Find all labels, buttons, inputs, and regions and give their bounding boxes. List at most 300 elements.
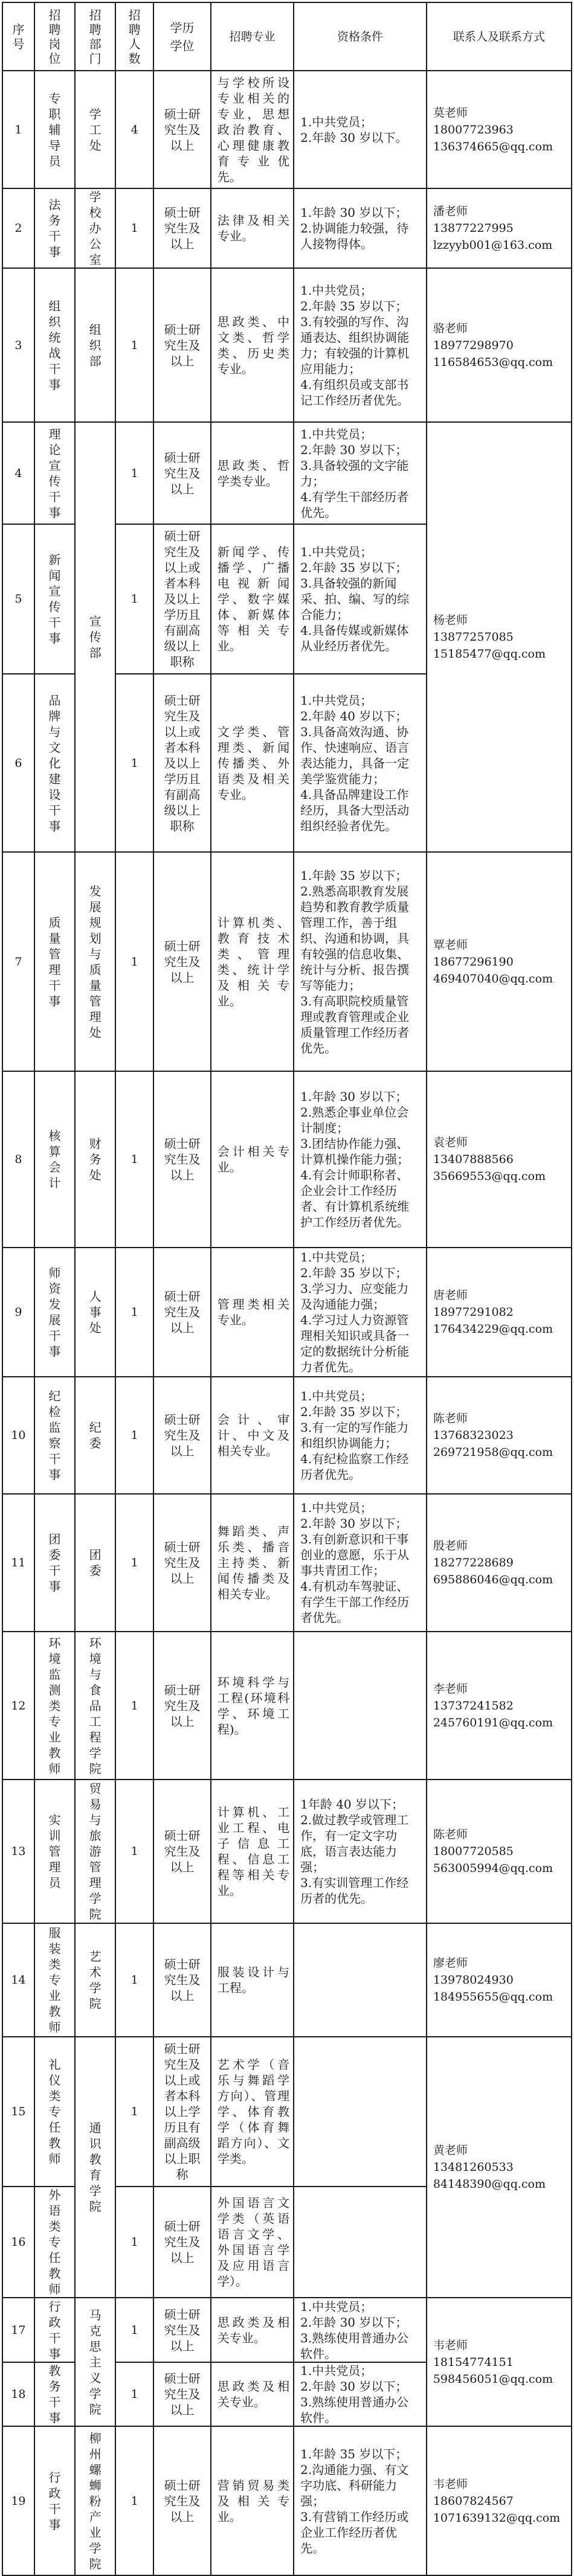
cell-edu xyxy=(153,2426,211,2575)
cell-edu xyxy=(153,71,211,188)
requirements-list xyxy=(294,544,426,654)
contact-name: 陈老师 xyxy=(433,1828,468,1841)
cell-requirements xyxy=(294,1923,427,2037)
cell-requirements xyxy=(294,1248,427,1377)
major-text: 外国语言文学类（英语语言文学、外国语言学及应用语言学）。 xyxy=(217,2196,290,2289)
major-text: 思政类、中文类、哲学类、历史类专业。 xyxy=(217,314,290,376)
requirement-item: 1.年龄 30 岁以下； xyxy=(300,205,408,220)
requirement-item: 1.中共党员； xyxy=(300,693,373,708)
requirement-item: 3.有较强的写作、沟通表达、组织协调能力；有较强的计算机应用能力； xyxy=(300,314,410,376)
contact-email[interactable]: 1071639132@qq.com xyxy=(433,2511,561,2525)
contact-name: 殷老师 xyxy=(433,1539,468,1552)
position-text: 外语类专任教师 xyxy=(48,2188,61,2296)
requirement-item: 1.中共党员； xyxy=(300,545,373,559)
contact-block xyxy=(427,1134,571,1185)
cell-major xyxy=(211,1632,294,1780)
table-row xyxy=(2,852,572,1071)
requirement-item: 2.年龄 35 岁以下； xyxy=(300,298,408,313)
cell-position xyxy=(34,1248,75,1377)
edu-text: 硕士研究生及以上 xyxy=(164,1828,201,1874)
contact-name: 李老师 xyxy=(433,1682,468,1696)
header-requirements: 资格条件 xyxy=(294,2,427,71)
position-text: 师资发展干事 xyxy=(48,1266,61,1359)
cell-requirements xyxy=(294,1377,427,1494)
cell-position xyxy=(34,1632,75,1780)
cell-dept xyxy=(75,1632,115,1780)
cell-contact xyxy=(427,1780,572,1923)
position-text: 行政干事 xyxy=(48,2470,61,2532)
cell-position xyxy=(34,674,75,852)
cell-no: 9 xyxy=(2,1248,34,1377)
requirement-item: 1.中共党员； xyxy=(300,1250,373,1264)
cell-major xyxy=(211,1780,294,1923)
requirement-item: 2.年龄 35 岁以下； xyxy=(300,1405,408,1419)
cell-count: 1 xyxy=(115,268,153,422)
major-text: 环境科学与工程(环境科学、环境工程)。 xyxy=(217,1674,290,1737)
major-text: 会计、审计、中文及相关专业。 xyxy=(217,1412,290,1458)
contact-name: 韦老师 xyxy=(433,2338,468,2352)
position-text: 质量管理干事 xyxy=(48,915,61,1008)
major-text: 文学类、管理类、新闻传播类、外语类及相关专业。 xyxy=(217,724,290,802)
cell-no: 12 xyxy=(2,1632,34,1780)
cell-count: 1 xyxy=(115,1632,153,1780)
requirements-list xyxy=(294,114,426,146)
cell-major xyxy=(211,2037,294,2187)
requirement-item: 1.年龄 35 岁以下； xyxy=(300,868,408,883)
cell-count: 1 xyxy=(115,2187,153,2298)
cell-count: 1 xyxy=(115,1248,153,1377)
cell-count: 1 xyxy=(115,2362,153,2426)
cell-position xyxy=(34,1494,75,1632)
edu-text: 硕士研究生及以上 xyxy=(164,2307,201,2353)
contact-email[interactable]: 116584653@qq.com xyxy=(433,355,553,369)
requirement-item: 3.有一定的写作能力和组织协调能力； xyxy=(300,1420,409,1450)
cell-position xyxy=(34,2362,75,2426)
cell-dept xyxy=(75,1248,115,1377)
requirement-item: 3.具备高效沟通、协作、快速响应、语言表达能力，具备一定美学鉴赏能力； xyxy=(300,724,410,786)
requirements-list xyxy=(294,426,426,521)
cell-count: 1 xyxy=(115,1071,153,1248)
edu-text: 硕士研究生及以上 xyxy=(164,938,201,985)
cell-contact xyxy=(427,852,572,1071)
cell-edu xyxy=(153,2187,211,2298)
requirement-item: 2.沟通能力强、有文字功底、科研能力强； xyxy=(300,2462,409,2508)
cell-position xyxy=(34,2426,75,2575)
position-text: 环境监测类专业教师 xyxy=(48,1635,61,1776)
requirement-item: 4.具备传媒或新媒体从业经历者优先。 xyxy=(300,623,409,653)
requirements-list xyxy=(294,1388,426,1482)
cell-edu xyxy=(153,1071,211,1248)
contact-name: 黄老师 xyxy=(433,2144,468,2157)
header-position: 招聘岗位 xyxy=(34,2,75,71)
cell-requirements xyxy=(294,2298,427,2362)
dept-text: 通识教育学院 xyxy=(89,2121,102,2214)
major-text: 计算机、工业工程、电子信息工程、信息工程等相关专业。 xyxy=(217,1805,290,1898)
cell-edu xyxy=(153,852,211,1071)
contact-name: 唐老师 xyxy=(433,1289,468,1302)
contact-phone: 18607824567 xyxy=(433,2494,514,2508)
dept-text: 马克思主义学院 xyxy=(89,2307,102,2417)
cell-edu xyxy=(153,2037,211,2187)
cell-count: 1 xyxy=(115,422,153,524)
position-text: 行政干事 xyxy=(48,2299,61,2361)
contact-block xyxy=(427,203,571,254)
requirement-item: 1.中共党员； xyxy=(300,2299,373,2314)
requirement-item: 1.年龄 35 岁以下； xyxy=(300,2446,408,2461)
contact-email[interactable]: 563005994@qq.com xyxy=(433,1862,553,1875)
cell-dept xyxy=(75,422,115,852)
cell-contact xyxy=(427,1377,572,1494)
position-text: 理论宣传干事 xyxy=(48,426,61,520)
table-row xyxy=(2,1248,572,1377)
cell-major xyxy=(211,1071,294,1248)
contact-email[interactable]: 695886046@qq.com xyxy=(433,1573,553,1586)
cell-no: 17 xyxy=(2,2298,34,2362)
requirements-list xyxy=(294,2363,426,2426)
major-text: 法律及相关专业。 xyxy=(217,213,290,243)
recruitment-table xyxy=(2,2,572,2576)
cell-position xyxy=(34,268,75,422)
contact-phone: 13877227995 xyxy=(433,222,514,235)
cell-dept xyxy=(75,1494,115,1632)
cell-major xyxy=(211,1923,294,2037)
cell-count: 1 xyxy=(115,2037,153,2187)
contact-block xyxy=(427,1537,571,1588)
requirements-list xyxy=(294,283,426,408)
table-row xyxy=(2,268,572,422)
contact-phone: 18977291082 xyxy=(433,1306,514,1319)
contact-email[interactable]: 184955655@qq.com xyxy=(433,1990,553,2004)
major-text: 思政类及相关专业。 xyxy=(217,2315,290,2345)
header-no: 序号 xyxy=(2,2,34,71)
table-row xyxy=(2,1923,572,2037)
contact-block xyxy=(427,1955,571,2005)
cell-major xyxy=(211,2187,294,2298)
contact-block xyxy=(427,1410,571,1461)
dept-text: 组织部 xyxy=(89,322,102,368)
cell-edu xyxy=(153,524,211,674)
contact-phone: 13481260533 xyxy=(433,2161,514,2174)
cell-edu xyxy=(153,1248,211,1377)
cell-requirements xyxy=(294,2426,427,2575)
cell-requirements xyxy=(294,71,427,188)
cell-contact xyxy=(427,71,572,188)
cell-contact xyxy=(427,1632,572,1780)
contact-phone: 13877257085 xyxy=(433,630,514,644)
cell-no: 15 xyxy=(2,2037,34,2187)
cell-contact xyxy=(427,1071,572,1248)
cell-requirements xyxy=(294,1494,427,1632)
cell-count: 1 xyxy=(115,188,153,268)
position-text: 纪检监察干事 xyxy=(48,1389,61,1482)
contact-phone: 18677296190 xyxy=(433,955,514,969)
major-text: 会计相关专业。 xyxy=(217,1144,290,1174)
contact-block xyxy=(427,320,571,371)
contact-email[interactable]: 469407040@qq.com xyxy=(433,972,553,985)
cell-dept xyxy=(75,2298,115,2426)
contact-name: 陈老师 xyxy=(433,1412,468,1425)
header-major: 招聘专业 xyxy=(211,2,294,71)
edu-text: 硕士研究生及以上 xyxy=(164,450,201,496)
requirement-item: 2.做过教学或管理工作，有一定文字功底，语言表达能力强； xyxy=(300,1813,409,1874)
requirements-list xyxy=(294,868,426,1056)
requirement-item: 3.学习力、应变能力及沟通能力强； xyxy=(300,1281,409,1312)
cell-count: 1 xyxy=(115,1494,153,1632)
cell-dept xyxy=(75,71,115,188)
contact-email[interactable]: lzzyyb001@163.com xyxy=(433,239,553,252)
requirement-item: 1.中共党员； xyxy=(300,1389,373,1403)
cell-requirements xyxy=(294,2362,427,2426)
table-row xyxy=(2,1494,572,1632)
contact-name: 杨老师 xyxy=(433,614,468,627)
requirement-item: 2.年龄 30 岁以下。 xyxy=(300,130,408,145)
cell-count: 1 xyxy=(115,674,153,852)
major-text: 与学校所设专业相关的专业，思想政治教育、心理健康教育专业优先。 xyxy=(217,75,290,184)
position-text: 教务干事 xyxy=(48,2363,61,2425)
cell-dept xyxy=(75,2426,115,2575)
cell-edu xyxy=(153,674,211,852)
cell-requirements xyxy=(294,422,427,524)
requirement-item: 4.有组织员或支部书记工作经历者优先。 xyxy=(300,377,410,408)
header-edu: 学历学位 xyxy=(153,2,211,71)
major-text: 艺术学（音乐与舞蹈学方向）、管理学、体育教学（体育舞蹈方向）、文学类。 xyxy=(217,2057,290,2166)
cell-dept xyxy=(75,2037,115,2298)
contact-email[interactable]: 176434229@qq.com xyxy=(433,1322,553,1336)
dept-text: 学工处 xyxy=(89,106,102,153)
cell-position xyxy=(34,1377,75,1494)
contact-email[interactable]: 598456051@qq.com xyxy=(433,2372,553,2386)
major-text: 管理类相关专业。 xyxy=(217,1297,290,1327)
contact-phone: 18007723963 xyxy=(433,123,514,136)
edu-text: 硕士研究生及以上或者本科及以上学历且有副高级以上职称 xyxy=(164,693,201,833)
cell-requirements xyxy=(294,674,427,852)
contact-phone: 18277228689 xyxy=(433,1556,514,1569)
dept-text: 环境与食品工程学院 xyxy=(89,1635,102,1776)
position-text: 服装类专业教师 xyxy=(48,1926,61,2034)
cell-no: 8 xyxy=(2,1071,34,1248)
cell-no: 1 xyxy=(2,71,34,188)
edu-text: 硕士研究生及以上 xyxy=(164,2219,201,2265)
contact-phone: 18154774151 xyxy=(433,2355,514,2369)
edu-text: 硕士研究生及以上 xyxy=(164,1957,201,2003)
table-row xyxy=(2,2037,572,2187)
requirements-list xyxy=(294,693,426,834)
table-row xyxy=(2,1632,572,1780)
edu-text: 硕士研究生及以上或者本科及以上学历且有副高级以上职称 xyxy=(164,529,201,669)
contact-name: 袁老师 xyxy=(433,1136,468,1149)
cell-edu xyxy=(153,1923,211,2037)
requirement-item: 2.年龄 30 岁以下； xyxy=(300,442,408,457)
contact-block xyxy=(427,1680,571,1731)
requirements-list xyxy=(294,205,426,252)
requirement-item: 2.年龄 35 岁以下； xyxy=(300,560,408,575)
cell-position xyxy=(34,1923,75,2037)
requirement-item: 4.有机动车驾驶证、有学生干部工作经历者优先。 xyxy=(300,1579,410,1625)
cell-dept xyxy=(75,1923,115,2037)
cell-position xyxy=(34,422,75,524)
cell-no: 18 xyxy=(2,2362,34,2426)
requirements-list xyxy=(294,1089,426,1230)
dept-text: 发展规划与质量管理处 xyxy=(89,883,102,1040)
cell-contact xyxy=(427,422,572,852)
cell-dept xyxy=(75,852,115,1071)
position-text: 礼仪类专任教师 xyxy=(48,2057,61,2166)
contact-name: 廖老师 xyxy=(433,1956,468,1970)
cell-count: 1 xyxy=(115,2426,153,2575)
contact-block xyxy=(427,937,571,987)
dept-text: 团委 xyxy=(89,1548,102,1578)
contact-phone: 13737241582 xyxy=(433,1699,514,1713)
edu-text: 硕士研究生及以上 xyxy=(164,1682,201,1729)
cell-contact xyxy=(427,2037,572,2298)
cell-requirements xyxy=(294,524,427,674)
contact-email[interactable]: 245760191@qq.com xyxy=(433,1716,553,1729)
requirement-item: 4.有会计师职称者、企业会计工作经历者、有计算机系统维护工作经历者优先。 xyxy=(300,1168,410,1229)
requirement-item: 1.中共党员； xyxy=(300,1501,373,1515)
cell-major xyxy=(211,71,294,188)
contact-block xyxy=(427,2142,571,2193)
cell-position xyxy=(34,1780,75,1923)
cell-no: 6 xyxy=(2,674,34,852)
dept-text: 艺术学院 xyxy=(89,1949,102,2011)
cell-no: 13 xyxy=(2,1780,34,1923)
position-text: 专职辅导员 xyxy=(48,91,61,168)
requirement-item: 3.熟练使用普通办公软件。 xyxy=(300,2395,409,2425)
edu-text: 硕士研究生及以上 xyxy=(164,205,201,251)
contact-email[interactable]: 84148390@qq.com xyxy=(433,2177,546,2191)
cell-dept xyxy=(75,188,115,268)
contact-block xyxy=(427,612,571,662)
edu-text: 硕士研究生及以上 xyxy=(164,2371,201,2417)
cell-major xyxy=(211,2298,294,2362)
cell-requirements xyxy=(294,268,427,422)
cell-edu xyxy=(153,422,211,524)
dept-text: 纪委 xyxy=(89,1420,102,1450)
contact-email[interactable]: 269721958@qq.com xyxy=(433,1446,553,1459)
position-text: 品牌与文化建设干事 xyxy=(48,693,61,833)
cell-requirements xyxy=(294,2187,427,2298)
cell-count: 4 xyxy=(115,71,153,188)
cell-major xyxy=(211,1494,294,1632)
requirements-list xyxy=(294,1796,426,1906)
cell-position xyxy=(34,2187,75,2298)
cell-edu xyxy=(153,1377,211,1494)
requirement-item: 2.年龄 40 岁以下； xyxy=(300,708,408,723)
contact-name: 潘老师 xyxy=(433,205,468,218)
contact-email[interactable]: 35669553@qq.com xyxy=(433,1170,546,1183)
cell-edu xyxy=(153,1494,211,1632)
major-text: 计算机类、教育技术类、管理类、统计学及相关专业。 xyxy=(217,915,290,1008)
requirement-item: 3.有创新意识和干事创业的意愿，乐于从事共青团工作； xyxy=(300,1532,410,1578)
requirement-item: 2.协调能力较强，待人接物得体。 xyxy=(300,221,409,251)
edu-text: 硕士研究生及以上 xyxy=(164,1540,201,1586)
requirement-item: 3.具备较强的新闻采、拍、编、写的综合能力； xyxy=(300,576,410,622)
cell-edu xyxy=(153,188,211,268)
cell-contact xyxy=(427,2426,572,2575)
cell-no: 19 xyxy=(2,2426,34,2575)
contact-phone: 18007720585 xyxy=(433,1845,514,1858)
cell-major xyxy=(211,1377,294,1494)
edu-text: 硕士研究生及以上 xyxy=(164,1412,201,1458)
requirement-item: 3.有高职院校质量管理或教育管理或企业质量管理工作经历者优先。 xyxy=(300,993,410,1056)
requirement-item: 2.年龄 30 岁以下； xyxy=(300,1516,408,1531)
cell-edu xyxy=(153,1632,211,1780)
requirements-list xyxy=(294,1500,426,1626)
cell-dept xyxy=(75,1071,115,1248)
cell-dept xyxy=(75,1377,115,1494)
requirements-list xyxy=(294,2446,426,2556)
requirement-item: 3.有实训管理工作经历者的优先。 xyxy=(300,1876,409,1906)
cell-position xyxy=(34,188,75,268)
requirement-item: 1年龄 40 岁以下； xyxy=(300,1797,404,1812)
contact-block xyxy=(427,2476,571,2526)
edu-text: 硕士研究生及以上 xyxy=(164,2478,201,2524)
edu-text: 硕士研究生及以上或者本科以上学历且有副高级以上职称 xyxy=(164,2042,201,2182)
cell-count: 1 xyxy=(115,1923,153,2037)
position-text: 新闻宣传干事 xyxy=(48,553,61,646)
position-text: 团委干事 xyxy=(48,1532,61,1594)
cell-position xyxy=(34,71,75,188)
cell-major xyxy=(211,524,294,674)
contact-email[interactable]: 136374665@qq.com xyxy=(433,139,553,153)
edu-text: 硕士研究生及以上 xyxy=(164,322,201,368)
requirement-item: 2.年龄 30 岁以下； xyxy=(300,2379,408,2394)
cell-count: 1 xyxy=(115,1780,153,1923)
requirement-item: 2.年龄 35 岁以下； xyxy=(300,1266,408,1280)
cell-no: 5 xyxy=(2,524,34,674)
cell-position xyxy=(34,2037,75,2187)
cell-edu xyxy=(153,268,211,422)
cell-requirements xyxy=(294,1071,427,1248)
cell-major xyxy=(211,422,294,524)
cell-count: 1 xyxy=(115,1377,153,1494)
requirement-item: 4.有纪检监察工作经历者优先。 xyxy=(300,1452,409,1482)
table-row xyxy=(2,1377,572,1494)
major-text: 新闻学、传播学、广播电视新闻学、数字媒体、新媒体等相关专业。 xyxy=(217,545,290,653)
dept-text: 贸易与旅游管理学院 xyxy=(89,1781,102,1921)
table-row xyxy=(2,71,572,188)
cell-count: 1 xyxy=(115,2298,153,2362)
cell-position xyxy=(34,524,75,674)
cell-major xyxy=(211,674,294,852)
requirement-item: 1.中共党员； xyxy=(300,283,373,298)
edu-text: 硕士研究生及以上 xyxy=(164,1136,201,1182)
table-row xyxy=(2,1071,572,1248)
requirement-item: 3.具备较强的文字能力； xyxy=(300,458,409,489)
cell-edu xyxy=(153,2362,211,2426)
cell-count: 1 xyxy=(115,852,153,1071)
cell-requirements xyxy=(294,2037,427,2187)
table-row xyxy=(2,2298,572,2362)
header-count: 招聘人数 xyxy=(115,2,153,71)
cell-requirements xyxy=(294,852,427,1071)
contact-email[interactable]: 15185477@qq.com xyxy=(433,647,546,661)
dept-text: 人事处 xyxy=(89,1289,102,1335)
requirement-item: 1.中共党员； xyxy=(300,426,373,441)
cell-contact xyxy=(427,2298,572,2426)
cell-contact xyxy=(427,1248,572,1377)
cell-edu xyxy=(153,2298,211,2362)
cell-contact xyxy=(427,268,572,422)
dept-text: 柳州螺蛳粉产业学院 xyxy=(89,2430,102,2571)
cell-major xyxy=(211,852,294,1071)
dept-text: 宣传部 xyxy=(89,614,102,660)
major-text: 舞蹈类、声乐类、播音主持类、新闻传播类及相关专业。 xyxy=(217,1524,290,1601)
cell-requirements xyxy=(294,188,427,268)
cell-edu xyxy=(153,1780,211,1923)
requirement-item: 3.团结协作能力强、计算机操作能力强； xyxy=(300,1136,410,1167)
dept-text: 财务处 xyxy=(89,1136,102,1182)
